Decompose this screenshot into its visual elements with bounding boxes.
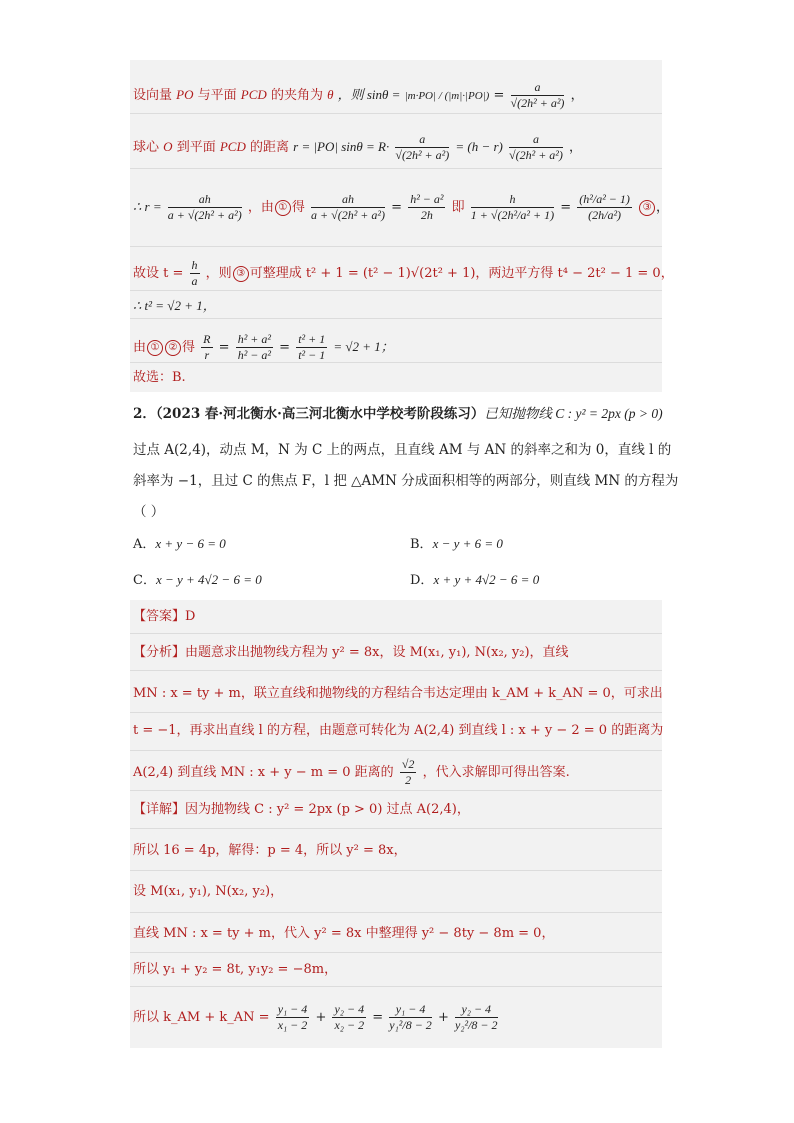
- analysis-line-1: 【分析】由题意求出抛物线方程为 y² = 8x，设 M(x₁, y₁), N(x₂, y₂)，直线: [133, 645, 569, 660]
- detail-line-3: 设 M(x₁, y₁), N(x₂, y₂)，: [133, 884, 284, 899]
- fraction: $\frac{\text{h² + a²}}{\text{h² − a²}}$: [237, 332, 271, 362]
- detail-line-6: 所以 k_AM + k_AN = $\frac{\text{y₁ − 4}}{\text{x₁ − 2}}$ + $\frac{\text{y₂ − 4}}{\text{x₂ − 2}}$ = $\frac{\text{y₁ − 4}}{\text{y₁²/8 − 2}}$ + $\frac{\text{y₂ − 4}}{\text{y₂²/8 − 2}}$: [133, 1002, 498, 1032]
- fraction: $\frac{ah}{\text{a + √(2h² + a²)}}$: [311, 192, 385, 222]
- row-divider: [130, 712, 662, 713]
- analysis-line-2: MN : x = ty + m，联立直线和抛物线的方程结合韦达定理由 k_AM + k_AN = 0，可求出: [133, 686, 663, 701]
- analysis-line-4: A(2,4) 到直线 MN : x + y − m = 0 距离的 $\frac{√2}{2}$ ，代入求解即可得出答案.: [133, 757, 570, 787]
- row-divider: [130, 246, 662, 247]
- vector-po: PO: [176, 87, 194, 102]
- row-divider: [130, 912, 662, 913]
- fraction: $\frac{\text{y₁ − 4}}{\text{y₁²/8 − 2}}$: [389, 1002, 432, 1032]
- fraction: $\frac{h}{a}$: [191, 258, 198, 288]
- fraction: $\frac{\text{t² + 1}}{\text{t² − 1}}$: [298, 332, 326, 362]
- row-divider: [130, 633, 662, 634]
- fraction: $\frac{\text{h² − a²}}{2h}$: [410, 192, 444, 222]
- row-divider: [130, 828, 662, 829]
- question-heading: 2．（2023 春·河北衡水·高三河北衡水中学校考阶段练习）已知抛物线 C : y² = 2px (p > 0): [133, 406, 663, 422]
- fraction: $\frac{\text{y₁ − 4}}{\text{x₁ − 2}}$: [277, 1002, 308, 1032]
- row-divider: [130, 790, 662, 791]
- fraction: $\frac{√2}{2}$: [401, 757, 415, 787]
- detail-line-4: 直线 MN : x = ty + m，代入 y² = 8x 中整理得 y² − 8ty − 8m = 0，: [133, 926, 555, 941]
- detail-line-1: 【详解】因为抛物线 C : y² = 2px (p > 0) 过点 A(2,4)，: [133, 802, 470, 817]
- solution-line-6: 由 ① ② 得 $\frac{R}{r}$ = $\frac{\text{h² + a²}}{\text{h² − a²}}$ = $\frac{\text{t² + 1}}{\text{t² − 1}}$ = √2 + 1；: [133, 332, 394, 362]
- analysis-line-3: t = −1，再求出直线 l 的方程，由题意可转化为 A(2,4) 到直线 l : x + y − 2 = 0 的距离为: [133, 723, 664, 738]
- abs-cos-expression: |m·PO| / (|m|·|PO|): [404, 90, 490, 102]
- answer-value: D: [185, 609, 196, 624]
- detail-tag: 【详解】: [133, 802, 186, 817]
- fraction: $\frac{h}{\text{1 + √(2h²/a² + 1)}}$: [470, 192, 555, 222]
- circled-one: ①: [275, 200, 291, 216]
- fraction: $\frac{a}{\text{√(2h² + a²)}}$: [510, 80, 565, 110]
- fraction: $\frac{R}{r}$: [203, 332, 211, 362]
- row-divider: [130, 113, 662, 114]
- row-divider: [130, 952, 662, 953]
- detail-line-2: 所以 16 = 4p，解得：p = 4，所以 y² = 8x，: [133, 843, 407, 858]
- fraction: $\frac{\text{(h²/a² − 1)}}{\text{(2h/a²)}}$: [579, 192, 630, 222]
- fraction: $\frac{a}{\text{√(2h² + a²)}}$: [509, 132, 563, 162]
- question-paren: （ ）: [133, 504, 165, 520]
- answer-line: [133, 608, 195, 626]
- row-divider: [130, 986, 662, 987]
- question-stem-line: 过点 A(2,4)，动点 M，N 为 C 上的两点，且直线 AM 与 AN 的斜率之和为 0，直线 l 的: [133, 442, 672, 458]
- row-divider: [130, 168, 662, 169]
- option-b[interactable]: B．x − y + 6 = 0: [410, 536, 503, 552]
- row-divider: [130, 750, 662, 751]
- question-stem-line: 斜率为 −1，且过 C 的焦点 F，l 把 △AMN 分成面积相等的两部分，则直线 MN 的方程为: [133, 473, 679, 489]
- solution-line-3: ∴ r = $\frac{ah}{\text{a + √(2h² + a²)}}$ ，由 ① 得 $\frac{ah}{\text{a + √(2h² + a²)}}$ = $\frac{\text{h² − a²}}{2h}$ 即 $\frac{h}{\text{1 + √(2h²/a² + 1)}}$ = $\frac{\text{(h²/a² − 1)}}{\text{(2h/a²)}}$ ③ ，: [133, 192, 670, 222]
- row-divider: [130, 870, 662, 871]
- solution-line-4: 故设 t = $\frac{h}{a}$ ，则 ③ 可整理成 t² + 1 = (t² − 1)√(2t² + 1)，两边平方得 t⁴ − 2t² − 1 = 0，: [133, 258, 674, 288]
- option-c[interactable]: C．x − y + 4√2 − 6 = 0: [133, 572, 262, 588]
- fraction: $\frac{ah}{\text{a + √(2h² + a²)}}$: [167, 192, 242, 222]
- fraction: $\frac{\text{y₂ − 4}}{\text{x₂ − 2}}$: [334, 1002, 365, 1032]
- solution-line-2: 球心 O 到平面 PCD 的距离 r = |PO| sinθ = R· $\frac{a}{\text{√(2h² + a²)}}$ = (h − r) $\frac{a}{\text{√(2h² + a²)}}$ ，: [133, 132, 583, 162]
- circled-three: ③: [639, 200, 655, 216]
- detail-line-5: 所以 y₁ + y₂ = 8t, y₁y₂ = −8m，: [133, 962, 338, 977]
- answer-block-bg: [130, 600, 662, 1048]
- row-divider: [130, 318, 662, 319]
- question-source: （2023 春·河北衡水·高三河北衡水中学校考阶段练习）: [155, 406, 485, 422]
- solution-line-7: 故选：B.: [133, 370, 186, 385]
- solution-line-1: 设向量 PO 与平面 PCD 的夹角为 θ ，则 sinθ = |m·PO| / (|m|·|PO|) = $\frac{a}{\text{√(2h² + a²)}}$ ，: [133, 80, 584, 110]
- row-divider: [130, 290, 662, 291]
- option-d[interactable]: D．x + y + 4√2 − 6 = 0: [410, 572, 540, 588]
- row-divider: [130, 670, 662, 671]
- circled-two: ②: [165, 340, 181, 356]
- circled-one: ①: [147, 340, 163, 356]
- fraction: $\frac{a}{\text{√(2h² + a²)}}$: [395, 132, 450, 162]
- analysis-tag: 【分析】: [133, 645, 186, 660]
- answer-tag: 【答案】: [133, 609, 186, 624]
- option-a[interactable]: A．x + y − 6 = 0: [133, 536, 226, 552]
- circled-three: ③: [233, 266, 249, 282]
- solution-line-5: ∴ t² = √2 + 1，: [133, 298, 216, 313]
- fraction: $\frac{\text{y₂ − 4}}{\text{y₂²/8 − 2}}$: [455, 1002, 498, 1032]
